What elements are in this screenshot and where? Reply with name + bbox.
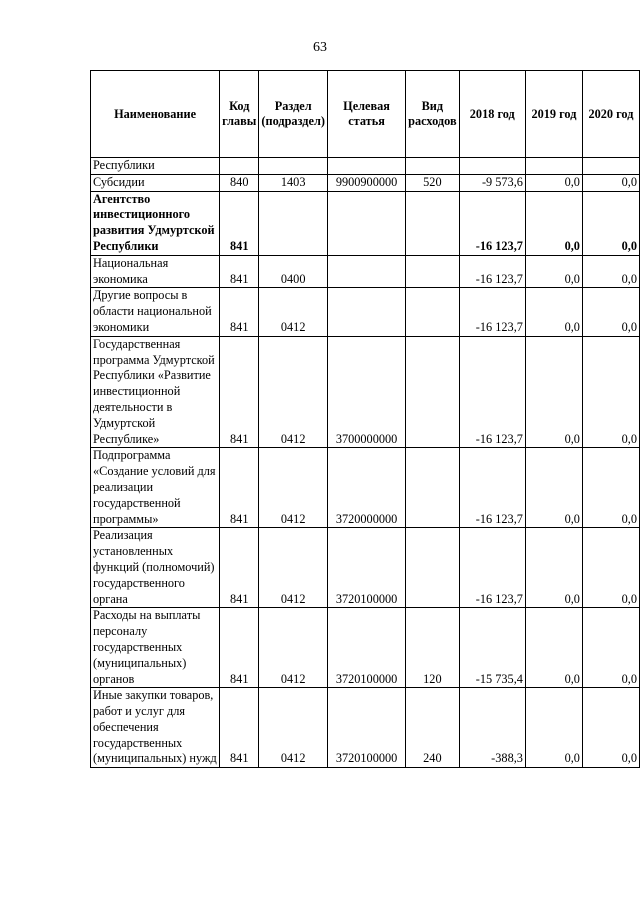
table-row xyxy=(91,191,640,255)
row-expense-type: 120 xyxy=(406,608,459,688)
row-target-item: 3720100000 xyxy=(327,528,405,608)
row-target-item xyxy=(327,288,405,336)
row-2019: 0,0 xyxy=(525,255,582,288)
row-chapter-code: 841 xyxy=(220,688,259,768)
row-name: Национальная экономика xyxy=(91,255,220,288)
row-expense-type: 240 xyxy=(406,688,459,768)
row-2020: 0,0 xyxy=(582,528,639,608)
row-2018: -16 123,7 xyxy=(459,448,525,528)
table-row xyxy=(91,158,640,175)
row-2020: 0,0 xyxy=(582,288,639,336)
row-2020: 0,0 xyxy=(582,336,639,448)
row-name: Республики xyxy=(91,158,220,175)
row-2018: -16 123,7 xyxy=(459,255,525,288)
row-2020: 0,0 xyxy=(582,608,639,688)
row-2018: -16 123,7 xyxy=(459,288,525,336)
row-expense-type xyxy=(406,255,459,288)
page-number: 63 xyxy=(313,40,327,55)
row-2020: 0,0 xyxy=(582,255,639,288)
table-row xyxy=(91,688,640,768)
row-target-item: 3720100000 xyxy=(327,608,405,688)
row-chapter-code: 841 xyxy=(220,608,259,688)
row-expense-type xyxy=(406,191,459,255)
row-target-item: 3700000000 xyxy=(327,336,405,448)
row-name: Подпрограмма «Создание условий для реализации государственной программы» xyxy=(91,448,220,528)
table-row xyxy=(91,336,640,448)
table-row xyxy=(91,288,640,336)
row-expense-type xyxy=(406,288,459,336)
row-target-item xyxy=(327,158,405,175)
row-section: 0412 xyxy=(259,528,328,608)
row-name: Реализация установленных функций (полномочий) государственного органа xyxy=(91,528,220,608)
row-expense-type: 520 xyxy=(406,174,459,191)
row-2020: 0,0 xyxy=(582,448,639,528)
row-target-item: 3720100000 xyxy=(327,688,405,768)
row-2020: 0,0 xyxy=(582,688,639,768)
row-name: Субсидии xyxy=(91,174,220,191)
row-chapter-code: 841 xyxy=(220,336,259,448)
row-chapter-code: 841 xyxy=(220,448,259,528)
header-2018: 2018 год xyxy=(459,71,525,158)
row-section xyxy=(259,158,328,175)
row-section: 0412 xyxy=(259,336,328,448)
row-2019: 0,0 xyxy=(525,191,582,255)
row-target-item: 9900900000 xyxy=(327,174,405,191)
table-row xyxy=(91,528,640,608)
row-2019: 0,0 xyxy=(525,336,582,448)
row-target-item xyxy=(327,191,405,255)
row-2020: 0,0 xyxy=(582,191,639,255)
table-row xyxy=(91,255,640,288)
header-section: Раздел (подраздел) xyxy=(259,71,328,158)
row-section: 0412 xyxy=(259,608,328,688)
row-expense-type xyxy=(406,528,459,608)
row-2020: 0,0 xyxy=(582,174,639,191)
row-2019: 0,0 xyxy=(525,288,582,336)
row-name: Государственная программа Удмуртской Республики «Развитие инвестиционной деятельности в Удмуртской Республике» xyxy=(91,336,220,448)
row-name: Расходы на выплаты персоналу государственных (муниципальных) органов xyxy=(91,608,220,688)
row-chapter-code: 841 xyxy=(220,191,259,255)
row-2019: 0,0 xyxy=(525,174,582,191)
header-chapter-code: Код главы xyxy=(220,71,259,158)
row-2018: -16 123,7 xyxy=(459,336,525,448)
row-2018: -16 123,7 xyxy=(459,528,525,608)
row-section: 0412 xyxy=(259,288,328,336)
row-target-item xyxy=(327,255,405,288)
row-section: 0400 xyxy=(259,255,328,288)
row-expense-type xyxy=(406,158,459,175)
row-expense-type xyxy=(406,336,459,448)
row-2019: 0,0 xyxy=(525,688,582,768)
row-chapter-code xyxy=(220,158,259,175)
row-2018: -388,3 xyxy=(459,688,525,768)
row-section: 1403 xyxy=(259,174,328,191)
header-expense-type: Вид расходов xyxy=(406,71,459,158)
header-row xyxy=(91,71,640,158)
row-chapter-code: 841 xyxy=(220,255,259,288)
row-target-item: 3720000000 xyxy=(327,448,405,528)
row-2020 xyxy=(582,158,639,175)
row-2019 xyxy=(525,158,582,175)
row-2018: -15 735,4 xyxy=(459,608,525,688)
header-target-item: Целевая статья xyxy=(327,71,405,158)
table-row xyxy=(91,174,640,191)
row-2019: 0,0 xyxy=(525,608,582,688)
row-section: 0412 xyxy=(259,448,328,528)
row-chapter-code: 841 xyxy=(220,528,259,608)
row-2018: -9 573,6 xyxy=(459,174,525,191)
row-name: Иные закупки товаров, работ и услуг для обеспечения государственных (муниципальных) нужд xyxy=(91,688,220,768)
header-name: Наименование xyxy=(91,71,220,158)
row-name: Агентство инвестиционного развития Удмуртской Республики xyxy=(91,191,220,255)
row-section: 0412 xyxy=(259,688,328,768)
row-2018 xyxy=(459,158,525,175)
row-expense-type xyxy=(406,448,459,528)
row-2018: -16 123,7 xyxy=(459,191,525,255)
budget-table xyxy=(90,70,640,768)
header-2020: 2020 год xyxy=(582,71,639,158)
row-name: Другие вопросы в области национальной экономики xyxy=(91,288,220,336)
table-row xyxy=(91,608,640,688)
row-2019: 0,0 xyxy=(525,528,582,608)
row-2019: 0,0 xyxy=(525,448,582,528)
table-row xyxy=(91,448,640,528)
row-chapter-code: 841 xyxy=(220,288,259,336)
row-chapter-code: 840 xyxy=(220,174,259,191)
row-section xyxy=(259,191,328,255)
header-2019: 2019 год xyxy=(525,71,582,158)
